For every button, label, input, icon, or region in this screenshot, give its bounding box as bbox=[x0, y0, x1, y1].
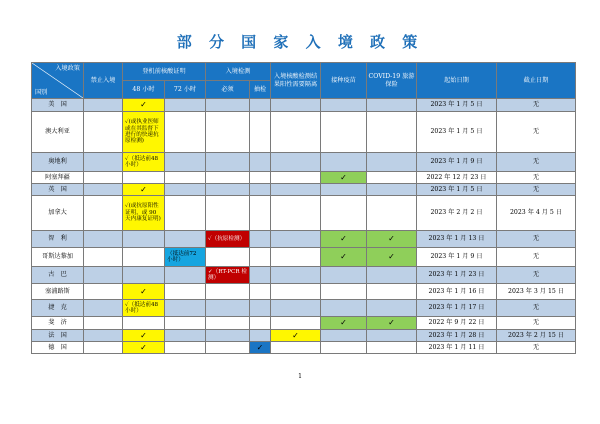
country-cell: 斐 济 bbox=[32, 317, 84, 330]
note-cell: ✓(或抗原阳性证明，或 90 天内康复证明) bbox=[123, 196, 165, 231]
table-row bbox=[32, 231, 576, 248]
header-ban: 禁止入境 bbox=[84, 63, 123, 99]
check-cell: ✓ bbox=[367, 248, 417, 267]
check-cell: ✓ bbox=[123, 330, 165, 342]
corner-top-label: 入境政策 bbox=[55, 65, 80, 72]
table-row bbox=[32, 99, 576, 112]
note-cell: （抵达前72 小时） bbox=[165, 248, 206, 267]
start-date: 2022 年 12 月 23 日 bbox=[417, 172, 497, 184]
table-row bbox=[32, 248, 576, 267]
start-date: 2023 年 1 月 11 日 bbox=[417, 342, 497, 354]
header-entry-test: 入境检测 bbox=[206, 63, 271, 81]
end-date: 无 bbox=[497, 172, 576, 184]
start-date: 2023 年 1 月 13 日 bbox=[417, 231, 497, 248]
start-date: 2023 年 1 月 16 日 bbox=[417, 284, 497, 300]
table-row bbox=[32, 342, 576, 354]
table-row bbox=[32, 330, 576, 342]
check-cell: ✓ bbox=[123, 99, 165, 112]
end-date: 无 bbox=[497, 317, 576, 330]
check-cell: ✓ bbox=[367, 317, 417, 330]
check-cell: ✓ bbox=[367, 231, 417, 248]
table-row bbox=[32, 300, 576, 317]
check-cell: ✓ bbox=[123, 184, 165, 196]
country-cell: 德 国 bbox=[32, 342, 84, 354]
check-cell: ✓ bbox=[271, 330, 321, 342]
end-date: 无 bbox=[497, 248, 576, 267]
start-date: 2023 年 1 月 5 日 bbox=[417, 184, 497, 196]
end-date: 2023 年 4 月 5 日 bbox=[497, 196, 576, 231]
corner-bottom-label: 国别 bbox=[35, 88, 48, 96]
start-date: 2023 年 1 月 5 日 bbox=[417, 112, 497, 153]
start-date: 2023 年 1 月 9 日 bbox=[417, 153, 497, 172]
note-cell: ✓（抵达前48 小时） bbox=[123, 153, 165, 172]
note-cell: ✓（抗原检测） bbox=[206, 231, 250, 248]
note-cell: ✓（RT-PCR 检测） bbox=[206, 267, 250, 284]
header-required: 必须 bbox=[206, 81, 250, 99]
corner-header bbox=[32, 63, 84, 99]
policy-table bbox=[31, 62, 576, 354]
check-cell: ✓ bbox=[321, 317, 367, 330]
end-date: 无 bbox=[497, 112, 576, 153]
end-date: 无 bbox=[497, 267, 576, 284]
country-cell: 古 巴 bbox=[32, 267, 84, 284]
end-date: 无 bbox=[497, 300, 576, 317]
table-row bbox=[32, 284, 576, 300]
check-cell: ✓ bbox=[123, 284, 165, 300]
note-cell: ✓（抵达前48 小时） bbox=[123, 300, 165, 317]
start-date: 2023 年 1 月 5 日 bbox=[417, 99, 497, 112]
header-insurance: COVID-19 旅游保险 bbox=[367, 63, 417, 99]
check-cell: ✓ bbox=[321, 231, 367, 248]
check-cell: ✓ bbox=[123, 342, 165, 354]
country-cell: 阿塞拜疆 bbox=[32, 172, 84, 184]
start-date: 2023 年 1 月 23 日 bbox=[417, 267, 497, 284]
country-cell: 捷 克 bbox=[32, 300, 84, 317]
end-date: 无 bbox=[497, 99, 576, 112]
check-cell: ✓ bbox=[321, 172, 367, 184]
country-cell: 奥地利 bbox=[32, 153, 84, 172]
header-quarantine: 入境核酸检测结果阳性需要隔离 bbox=[271, 63, 321, 99]
note-cell: ✓(或执业医师或在其监督下进行的快速抗原检测) bbox=[123, 112, 165, 153]
table-row bbox=[32, 184, 576, 196]
header-72h: 72 小时 bbox=[165, 81, 206, 99]
country-cell: 英 国 bbox=[32, 184, 84, 196]
page-number: 1 bbox=[298, 373, 302, 380]
end-date: 2023 年 2 月 15 日 bbox=[497, 330, 576, 342]
start-date: 2023 年 2 月 2 日 bbox=[417, 196, 497, 231]
start-date: 2022 年 9 月 22 日 bbox=[417, 317, 497, 330]
table-row bbox=[32, 317, 576, 330]
header-random: 抽检 bbox=[250, 81, 271, 99]
country-cell: 哥斯达黎加 bbox=[32, 248, 84, 267]
table-row bbox=[32, 196, 576, 231]
header-pre-test: 登机前核酸证明 bbox=[123, 63, 206, 81]
country-cell: 智 利 bbox=[32, 231, 84, 248]
end-date: 2023 年 3 月 15 日 bbox=[497, 284, 576, 300]
table-row bbox=[32, 267, 576, 284]
check-cell: ✓ bbox=[250, 342, 271, 354]
end-date: 无 bbox=[497, 342, 576, 354]
country-cell: 塞浦路斯 bbox=[32, 284, 84, 300]
table-row bbox=[32, 112, 576, 153]
header-start: 起始日期 bbox=[417, 63, 497, 99]
table-row bbox=[32, 153, 576, 172]
country-cell: 加拿大 bbox=[32, 196, 84, 231]
end-date: 无 bbox=[497, 231, 576, 248]
table-row bbox=[32, 172, 576, 184]
header-end: 截止日期 bbox=[497, 63, 576, 99]
end-date: 无 bbox=[497, 153, 576, 172]
header-48h: 48 小时 bbox=[123, 81, 165, 99]
check-cell: ✓ bbox=[321, 248, 367, 267]
country-cell: 美 国 bbox=[32, 99, 84, 112]
start-date: 2023 年 1 月 9 日 bbox=[417, 248, 497, 267]
start-date: 2023 年 1 月 28 日 bbox=[417, 330, 497, 342]
end-date: 无 bbox=[497, 184, 576, 196]
start-date: 2023 年 1 月 17 日 bbox=[417, 300, 497, 317]
country-cell: 法 国 bbox=[32, 330, 84, 342]
country-cell: 澳大利亚 bbox=[32, 112, 84, 153]
header-vaccine: 接种疫苗 bbox=[321, 63, 367, 99]
page-title: 部 分 国 家 入 境 政 策 bbox=[176, 33, 424, 51]
